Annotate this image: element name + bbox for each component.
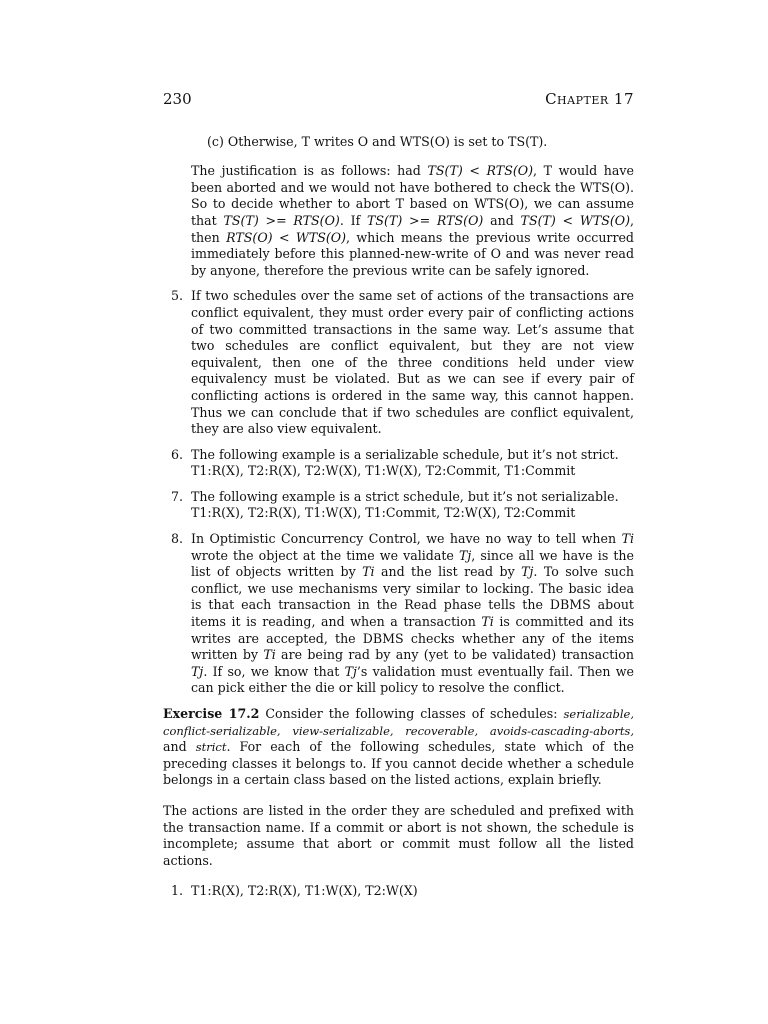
list-number: 8. [171,531,184,547]
text-run: In Optimistic Concurrency Control, we have no way to tell when [191,531,622,547]
schedule-class-list: serializable, conflict-serializable, view-serializable, recoverable, avoids-cascading-aborts, [163,707,634,738]
exercise-paragraph [163,706,634,789]
text-run: . If [339,212,368,228]
schedule-example: T1:R(X), T2:R(X), T2:W(X), T1:W(X), T2:Commit, T1:Commit [191,463,576,479]
math-expression: Ti [481,614,494,630]
page-number: 230 [163,90,192,108]
list-item-c: (c) Otherwise, T writes O and WTS(O) is set to TS(T). [207,134,548,149]
text-run: . To solve such conflict, we use mechanisms very similar to locking. The basic idea is that each transaction in the Read phase tells the DBMS about items it is reading, and when a transaction [191,564,635,630]
list-item-6 [163,447,634,480]
text-run: . If so, we know that [203,663,345,679]
text-run: is committed and its writes are accepted, the DBMS checks whether any of the items written by [191,614,634,663]
text-run: and [163,739,196,755]
schedule-example: T1:R(X), T2:R(X), T1:W(X), T2:W(X) [191,883,418,899]
schedule-class-list: strict [195,740,227,755]
list-item-text: The following example is a strict schedule, but it’s not serializable. [191,488,619,504]
math-expression: TS(T) < RTS(O) [427,163,533,179]
math-expression: TS(T) >= RTS(O) [223,212,340,228]
chapter-label: Chapter 17 [545,90,634,108]
text-run: , then [191,212,635,245]
math-expression: RTS(O) < WTS(O) [226,229,346,245]
text-run: ’s validation must eventually fail. Then we can pick either the die or kill policy to resolve the conflict. [191,663,634,696]
list-item-7 [163,489,634,522]
text-run: . For each of the following schedules, state which of the preceding classes it belongs to. If you cannot decide whether a schedule belongs in a certain class based on the listed actions, explain briefly. [163,739,634,788]
page-body [163,134,634,909]
math-expression: Ti [362,564,375,580]
list-item-text: The following example is a serializable schedule, but it’s not strict. [191,446,619,462]
text-run: Consider the following classes of schedules: [259,706,564,721]
text-run: , since all we have is the list of objects written by [191,547,634,580]
list-number: 6. [171,446,184,462]
text-run: and [483,212,521,228]
exercise-title: Exercise 17.2 [163,706,260,721]
text-run: The justification is as follows: had [191,163,428,179]
math-expression: Tj [191,663,204,679]
schedule-example: T1:R(X), T2:R(X), T1:W(X), T1:Commit, T2:W(X), T2:Commit [191,505,576,521]
math-expression: Ti [621,531,634,547]
math-expression: Tj [521,564,534,580]
math-expression: Tj [344,663,357,679]
list-number: 5. [171,288,184,304]
math-expression: TS(T) < WTS(O) [520,212,630,228]
list-item-text: If two schedules over the same set of actions of the transactions are conflict equivalent, they must order every pair of conflicting actions of two committed transactions in the same way. Let’s assume that two schedules are conflict equivalent, but they are not view equivalent, then one of the three conditions held under view equivalency must be violated. But as we can see if every pair of conflicting actions is ordered in the same way, this cannot happen. Thus we can conclude that if two schedules are conflict equivalent, they are also view equivalent. [191,288,634,437]
list-item-text [191,531,634,697]
list-item-5 [163,288,634,437]
justification-paragraph [191,163,634,279]
list-item-8 [163,531,634,697]
math-expression: Tj [458,547,472,563]
text-run: , T would have been aborted and we would not have bothered to check the WTS(O). So to decide whether to abort T based on WTS(O), we can assume that [191,163,634,228]
text-run: and the list read by [374,564,522,580]
schedule-item-1 [163,883,634,900]
actions-paragraph: The actions are listed in the order they are scheduled and prefixed with the transaction name. If a commit or abort is not shown, the schedule is incomplete; assume that abort or commit must follow all the listed actions. [163,802,634,868]
text-run: are being rad by any (yet to be validated) transaction [275,647,634,663]
list-number: 1. [171,883,184,899]
text-run: wrote the object at the time we validate [191,547,459,563]
text-run: , which means the previous write occurred immediately before this planned-new-write of O and was never read by anyone, therefore the previous write can be safely ignored. [191,229,634,278]
math-expression: Ti [263,647,276,663]
math-expression: TS(T) >= RTS(O) [367,212,484,228]
page-header [163,88,634,112]
list-number: 7. [171,488,184,504]
